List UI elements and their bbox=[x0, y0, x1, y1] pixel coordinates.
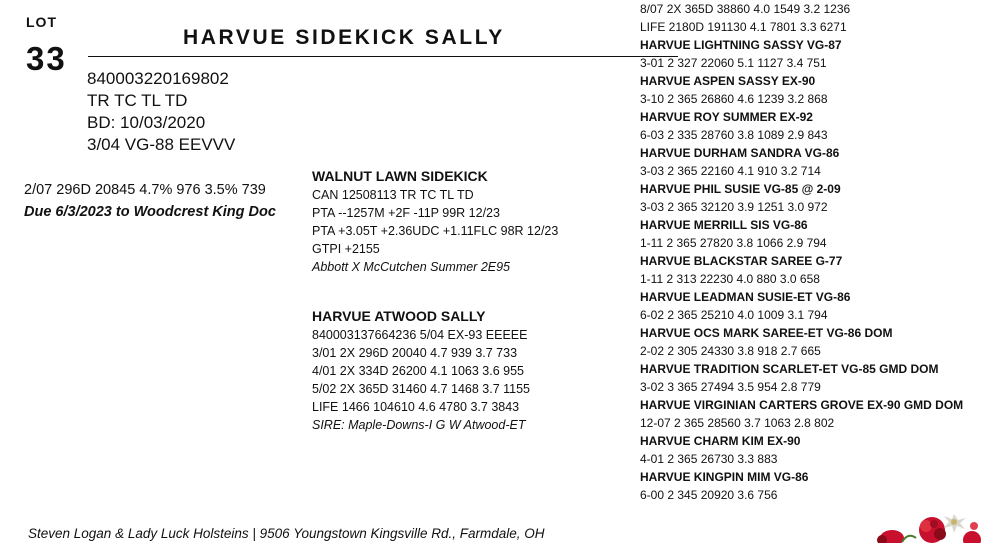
pedigree-record: 3-10 2 365 26860 4.6 1239 3.2 868 bbox=[640, 92, 828, 106]
pedigree-record: 1-11 2 365 27820 3.8 1066 2.9 794 bbox=[640, 236, 827, 250]
flower-decoration-icon bbox=[862, 502, 982, 543]
pedigree-record: 3-03 2 365 32120 3.9 1251 3.0 972 bbox=[640, 200, 828, 214]
genetic-tests: TR TC TL TD bbox=[87, 91, 188, 110]
pedigree-record: LIFE 2180D 191130 4.1 7801 3.3 6271 bbox=[640, 20, 847, 34]
pedigree-record: 3-01 2 327 22060 5.1 1127 3.4 751 bbox=[640, 56, 827, 70]
flower-bloom bbox=[963, 531, 981, 543]
pedigree-record: 3-03 2 365 22160 4.1 910 3.2 714 bbox=[640, 164, 821, 178]
pedigree-ancestor-name: HARVUE OCS MARK SAREE-ET VG-86 DOM bbox=[640, 326, 893, 340]
sire-line: PTA +3.05T +2.36UDC +1.11FLC 98R 12/23 bbox=[312, 224, 559, 238]
pedigree-record: 4-01 2 365 26730 3.3 883 bbox=[640, 452, 778, 466]
title-rule bbox=[88, 56, 678, 57]
consignor-footer: Steven Logan & Lady Luck Holsteins | 9506 Youngstown Kingsville Rd., Farmdale, OH bbox=[28, 526, 545, 541]
pedigree-ancestor-name: HARVUE PHIL SUSIE VG-85 @ 2-09 bbox=[640, 182, 841, 196]
sire-block bbox=[312, 166, 558, 276]
pedigree-record: 8/07 2X 365D 38860 4.0 1549 3.2 1236 bbox=[640, 2, 851, 16]
classification: 3/04 VG-88 EEVVV bbox=[87, 135, 236, 154]
pedigree-record: 6-00 2 345 20920 3.6 756 bbox=[640, 488, 778, 502]
flower-petal bbox=[934, 528, 946, 540]
animal-identification bbox=[87, 68, 235, 156]
flower-petal bbox=[930, 520, 938, 528]
lot-number: 33 bbox=[26, 40, 67, 77]
birth-date: BD: 10/03/2020 bbox=[87, 113, 206, 132]
pedigree-ancestor-name: HARVUE MERRILL SIS VG-86 bbox=[640, 218, 808, 232]
pedigree-ancestor-name: HARVUE TRADITION SCARLET-ET VG-85 GMD DOM bbox=[640, 362, 939, 376]
pedigree-ancestor-name: HARVUE KINGPIN MIM VG-86 bbox=[640, 470, 809, 484]
dam-line: LIFE 1466 104610 4.6 4780 3.7 3843 bbox=[312, 400, 520, 414]
flower-bud bbox=[970, 522, 978, 530]
dam-line: 4/01 2X 334D 26200 4.1 1063 3.6 955 bbox=[312, 364, 524, 378]
sire-line: GTPI +2155 bbox=[312, 242, 380, 256]
flower-center bbox=[951, 519, 957, 525]
dam-line: 3/01 2X 296D 20040 4.7 939 3.7 733 bbox=[312, 346, 518, 360]
pedigree-record: 6-02 2 365 25210 4.0 1009 3.1 794 bbox=[640, 308, 828, 322]
dam-line: 840003137664236 5/04 EX-93 EEEEE bbox=[312, 328, 528, 342]
production-record: 2/07 296D 20845 4.7% 976 3.5% 739 bbox=[24, 182, 266, 198]
maternal-pedigree bbox=[640, 0, 963, 504]
animal-name: HARVUE SIDEKICK SALLY bbox=[183, 26, 505, 49]
due-date: Due 6/3/2023 to Woodcrest King Doc bbox=[24, 204, 276, 220]
sire-line: CAN 12508113 TR TC TL TD bbox=[312, 188, 474, 202]
pedigree-record: 12-07 2 365 28560 3.7 1063 2.8 802 bbox=[640, 416, 835, 430]
sire-line: PTA --1257M +2F -11P 99R 12/23 bbox=[312, 206, 500, 220]
dam-sire: SIRE: Maple-Downs-I G W Atwood-ET bbox=[312, 418, 526, 432]
dam-name: HARVUE ATWOOD SALLY bbox=[312, 308, 486, 324]
pedigree-ancestor-name: HARVUE LEADMAN SUSIE-ET VG-86 bbox=[640, 290, 851, 304]
pedigree-ancestor-name: HARVUE ROY SUMMER EX-92 bbox=[640, 110, 813, 124]
pedigree-record: 1-11 2 313 22230 4.0 880 3.0 658 bbox=[640, 272, 820, 286]
pedigree-ancestor-name: HARVUE ASPEN SASSY EX-90 bbox=[640, 74, 816, 88]
flower-stem bbox=[902, 536, 916, 542]
pedigree-record: 2-02 2 305 24330 3.8 918 2.7 665 bbox=[640, 344, 821, 358]
pedigree-record: 6-03 2 335 28760 3.8 1089 2.9 843 bbox=[640, 128, 828, 142]
flower-petal bbox=[920, 520, 932, 532]
dam-block bbox=[312, 306, 530, 434]
sire-pedigree: Abbott X McCutchen Summer 2E95 bbox=[312, 260, 511, 274]
lot-label: LOT bbox=[26, 14, 57, 30]
pedigree-ancestor-name: HARVUE LIGHTNING SASSY VG-87 bbox=[640, 38, 842, 52]
pedigree-record: 3-02 3 365 27494 3.5 954 2.8 779 bbox=[640, 380, 821, 394]
registration-number: 840003220169802 bbox=[87, 69, 229, 88]
dam-line: 5/02 2X 365D 31460 4.7 1468 3.7 1155 bbox=[312, 382, 531, 396]
pedigree-ancestor-name: HARVUE CHARM KIM EX-90 bbox=[640, 434, 801, 448]
pedigree-ancestor-name: HARVUE VIRGINIAN CARTERS GROVE EX-90 GMD DOM bbox=[640, 398, 964, 412]
sire-name: WALNUT LAWN SIDEKICK bbox=[312, 168, 488, 184]
pedigree-ancestor-name: HARVUE BLACKSTAR SAREE G-77 bbox=[640, 254, 843, 268]
production-block bbox=[24, 179, 276, 223]
pedigree-ancestor-name: HARVUE DURHAM SANDRA VG-86 bbox=[640, 146, 840, 160]
